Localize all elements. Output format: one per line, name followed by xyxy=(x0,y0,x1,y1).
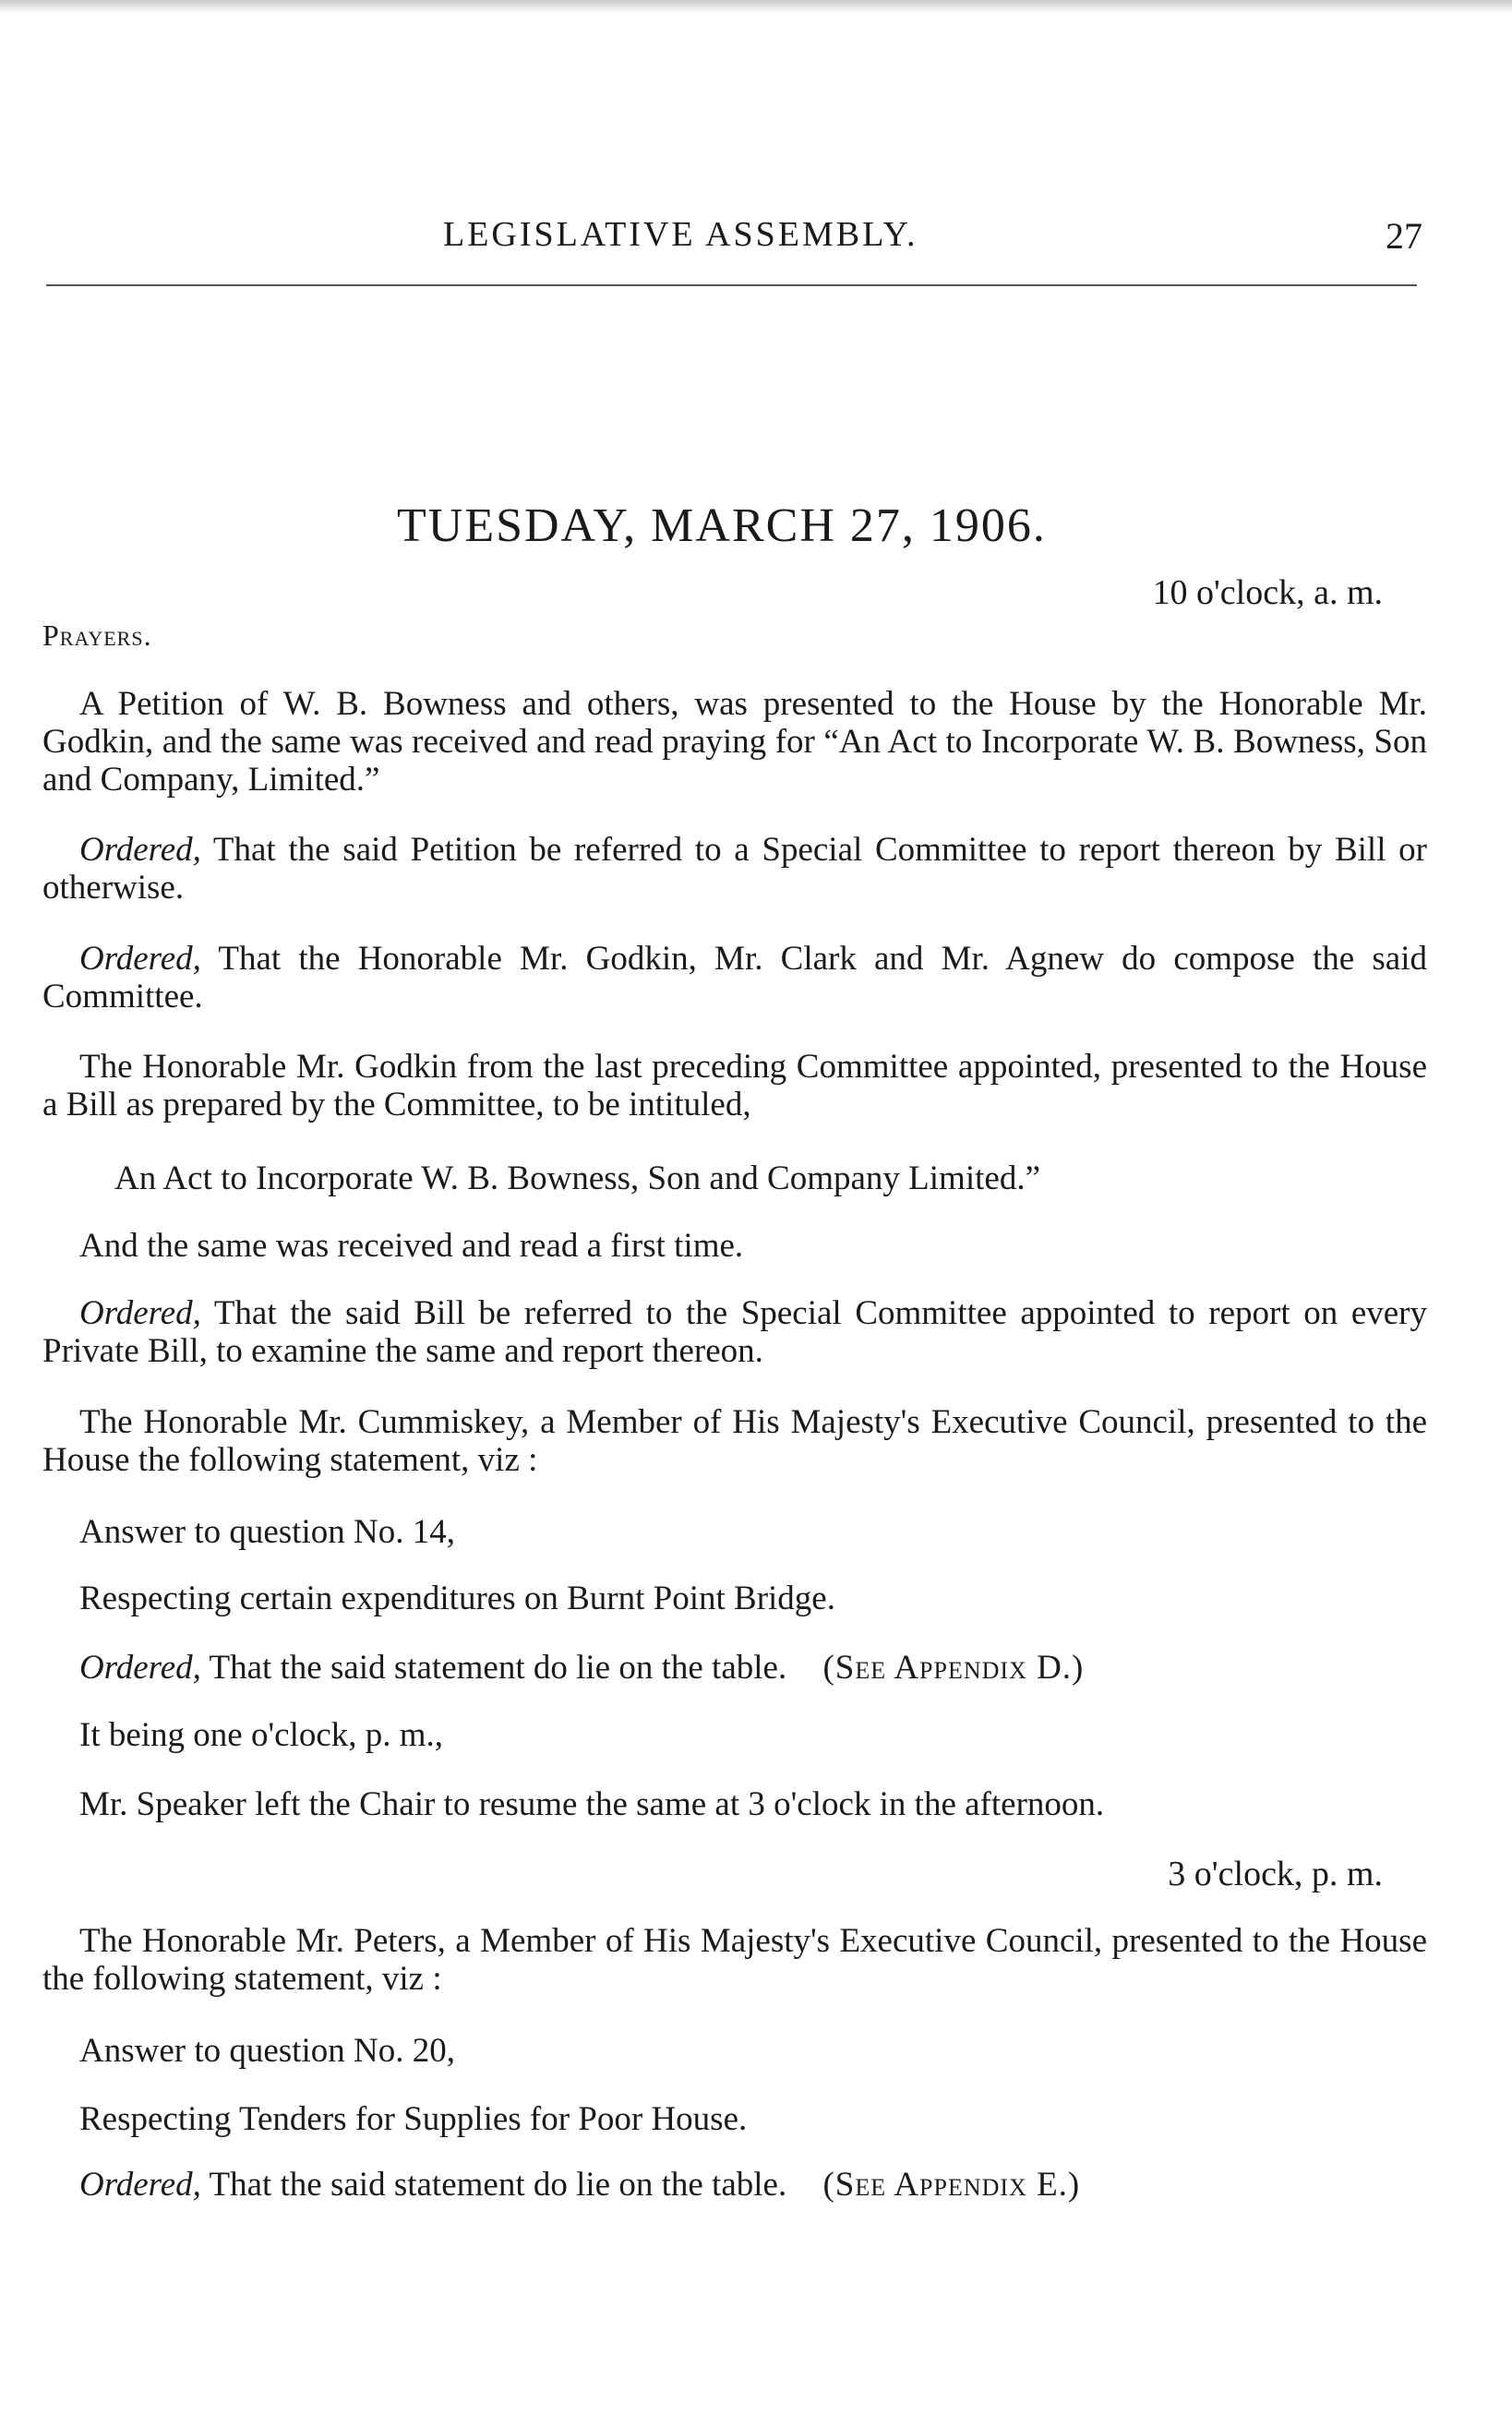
day-heading: TUESDAY, MARCH 27, 1906. xyxy=(397,499,1047,552)
answer-question-14: Answer to question No. 14, xyxy=(79,1513,455,1551)
appendix-reference: (See Appendix D.) xyxy=(822,1649,1085,1687)
ordered-lead: Ordered, xyxy=(79,1649,201,1687)
ordered-lead: Ordered, xyxy=(79,831,201,869)
speaker-left-chair: Mr. Speaker left the Chair to resume the same at 3 o'clock in the afternoon. xyxy=(79,1785,1105,1823)
running-head: LEGISLATIVE ASSEMBLY. xyxy=(443,215,918,254)
cummiskey-statement-text: The Honorable Mr. Cummiskey, a Member of His Majesty's Executive Council, presented to the House the following statement, viz : xyxy=(42,1403,1427,1479)
peters-statement-text: The Honorable Mr. Peters, a Member of His Majesty's Executive Council, presented to the House the following statement, viz : xyxy=(42,1922,1427,1998)
peters-statement-paragraph xyxy=(42,1922,1427,1998)
ordered-lie-on-table-e xyxy=(79,2165,1080,2205)
first-reading: And the same was received and read a first time. xyxy=(79,1227,744,1265)
cummiskey-statement-paragraph xyxy=(42,1403,1427,1479)
petition-text: A Petition of W. B. Bowness and others, was presented to the House by the Honorable Mr. Godkin, and the same was received and read praying for “An Act to Incorporate W. B. Bowness, Son and Company, Limited.” xyxy=(42,685,1427,799)
answer-question-20: Answer to question No. 20, xyxy=(79,2032,455,2070)
appendix-reference: (See Appendix E.) xyxy=(822,2166,1081,2204)
afternoon-time: 3 o'clock, p. m. xyxy=(1168,1855,1383,1893)
petition-paragraph xyxy=(42,685,1427,799)
header-rule xyxy=(46,284,1417,286)
ordered-text: That the Honorable Mr. Godkin, Mr. Clark and Mr. Agnew do compose the said Committee. xyxy=(42,940,1427,1015)
ordered-text: That the said Bill be referred to the Special Committee appointed to report on every Private Bill, to examine the same and report thereon. xyxy=(42,1294,1427,1370)
bill-title: An Act to Incorporate W. B. Bowness, Son and Company Limited.” xyxy=(114,1159,1040,1197)
ordered-text: That the said statement do lie on the table. xyxy=(209,1649,787,1687)
one-oclock: It being one o'clock, p. m., xyxy=(79,1716,444,1754)
ordered-lie-on-table-d xyxy=(79,1648,1084,1688)
respecting-tenders: Respecting Tenders for Supplies for Poor House. xyxy=(79,2100,748,2138)
ordered-lead: Ordered, xyxy=(79,1294,201,1332)
ordered-lead: Ordered, xyxy=(79,940,201,978)
ordered-refer-bill xyxy=(42,1294,1427,1370)
ordered-refer-petition xyxy=(42,831,1427,907)
ordered-compose-committee xyxy=(42,940,1427,1015)
ordered-lead: Ordered, xyxy=(79,2166,201,2204)
ordered-text: That the said statement do lie on the table. xyxy=(209,2166,787,2204)
bill-presented-paragraph xyxy=(42,1048,1427,1123)
bill-presented-text: The Honorable Mr. Godkin from the last preceding Committee appointed, presented to the House a Bill as prepared by the Committee, to be intituled, xyxy=(42,1048,1427,1123)
page-number: 27 xyxy=(1386,215,1422,257)
respecting-bridge: Respecting certain expenditures on Burnt Point Bridge. xyxy=(79,1580,835,1617)
ordered-text: That the said Petition be referred to a Special Committee to report thereon by Bill or otherwise. xyxy=(42,831,1427,907)
morning-time: 10 o'clock, a. m. xyxy=(1152,573,1383,612)
prayers-label: Prayers. xyxy=(42,619,152,652)
scan-edge xyxy=(0,0,1512,13)
